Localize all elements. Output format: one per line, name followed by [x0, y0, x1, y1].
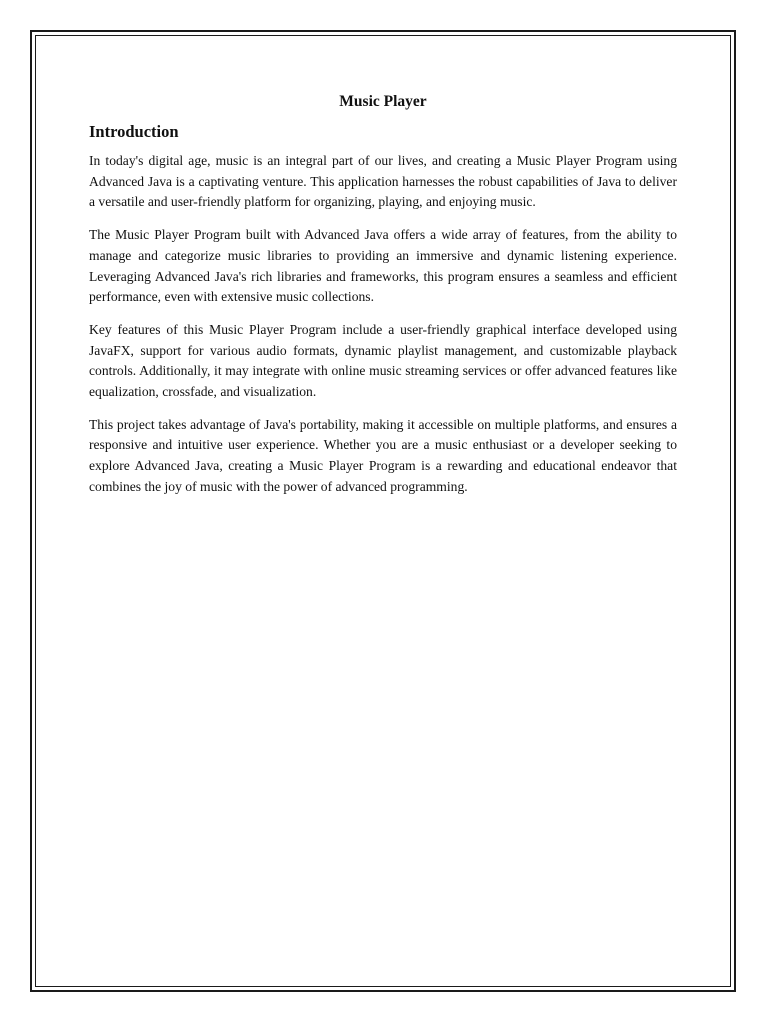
paragraph-3: Key features of this Music Player Program include a user-friendly graphical interface developed using JavaFX, support for various audio formats, dynamic playlist management, and customizable playback controls. Additionally, it may integrate with online music streaming services or offer advanced features like equalization, crossfade, and visualization.	[89, 321, 677, 400]
paragraph-1: In today's digital age, music is an integral part of our lives, and creating a Music Player Program using Advanced Java is a captivating venture. This application harnesses the robust capabilities of Java to deliver a versatile and user-friendly platform for organizing, playing, and enjoying music.	[89, 153, 677, 210]
section-heading-introduction: Introduction	[89, 122, 179, 141]
paragraph-2: The Music Player Program built with Advanced Java offers a wide array of features, from the ability to manage and categorize music libraries to providing an immersive and dynamic listening experience. Leveraging Advanced Java's rich libraries and frameworks, this program ensures a seamless and efficient performance, even with extensive music collections.	[89, 227, 677, 305]
paragraph-4: This project takes advantage of Java's portability, making it accessible on multiple platforms, and ensures a responsive and intuitive user experience. Whether you are a music enthusiast or a developer seeking to explore Advanced Java, creating a Music Player Program is a rewarding and educational endeavor that combines the joy of music with the power of advanced programming.	[89, 416, 677, 494]
document-title: Music Player	[339, 93, 427, 110]
document-body	[89, 92, 677, 510]
